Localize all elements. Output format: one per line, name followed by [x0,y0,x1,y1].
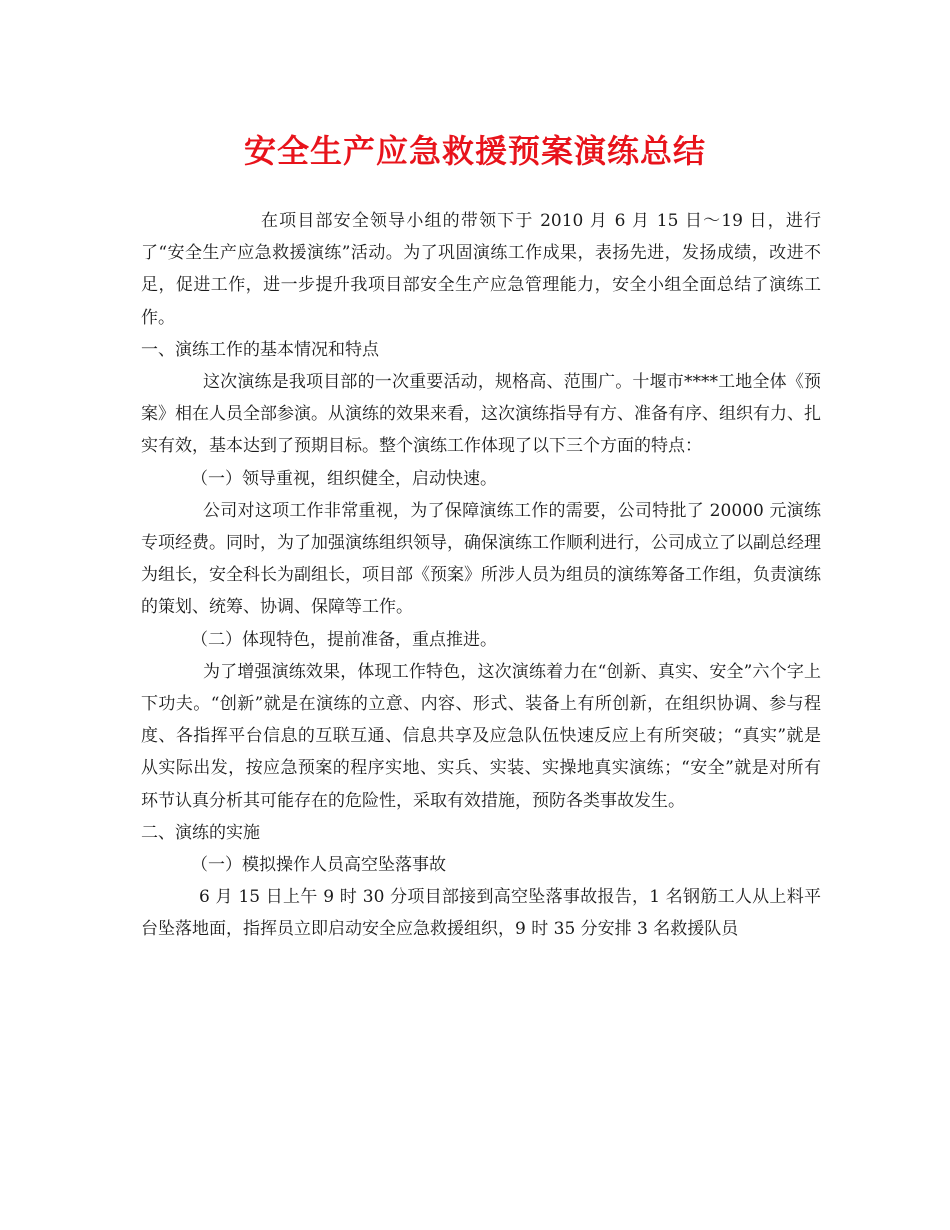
subheading-1: （一）领导重视，组织健全，启动快速。 [191,468,497,489]
paragraph-overview: 这次演练是我项目部的一次重要活动，规格高、范围广。十堰市****工地全体《预案》相在人员全部参演。从演练的效果来看，这次演练指导有方、准备有序、组织有力、扎实有效，基本达到了预期目标。整个演练工作体现了以下三个方面的特点： [141,372,821,457]
paragraph-features: 为了增强演练效果，体现工作特色，这次演练着力在“创新、真实、安全”六个字上下功夫。“创新”就是在演练的立意、内容、形式、装备上有所创新，在组织协调、参与程度、各指挥平台信息的互联互通、信息共享及应急队伍快速反应上有所突破；“真实”就是从实际出发，按应急预案的程序实地、实兵、实装、实操地真实演练；“安全”就是对所有环节认真分析其可能存在的危险性，采取有效措施，预防各类事故发生。 [141,661,821,811]
section-heading-2: 二、演练的实施 [141,822,260,843]
paragraph-intro: 在项目部安全领导小组的带领下于 2010 月 6 月 15 日～19 日，进行了“安全生产应急救援演练”活动。为了巩固演练工作成果，表扬先进，发扬成绩，改进不足，促进工作，进一步提升我项目部安全生产应急管理能力，安全小组全面总结了演练工作。 [141,211,821,328]
paragraph-leadership: 公司对这项工作非常重视，为了保障演练工作的需要，公司特批了 20000 元演练专项经费。同时，为了加强演练组织领导，确保演练工作顺利进行，公司成立了以副总经理为组长，安全科长为副组长，项目部《预案》所涉人员为组员的演练筹备工作组，负责演练的策划、统筹、协调、保障等工作。 [141,500,821,618]
subheading-2: （二）体现特色，提前准备，重点推进。 [191,629,497,650]
document-body [141,205,821,946]
section-heading-1: 一、演练工作的基本情况和特点 [141,339,379,360]
paragraph-fall-drill: 6 月 15 日上午 9 时 30 分项目部接到高空坠落事故报告，1 名钢筋工人从上料平台坠落地面，指挥员立即启动安全应急救援组织，9 时 35 分安排 3 名救援队员 [141,887,821,940]
document-title: 安全生产应急救援预案演练总结 [243,132,706,170]
subheading-3: （一）模拟操作人员高空坠落事故 [191,855,446,876]
